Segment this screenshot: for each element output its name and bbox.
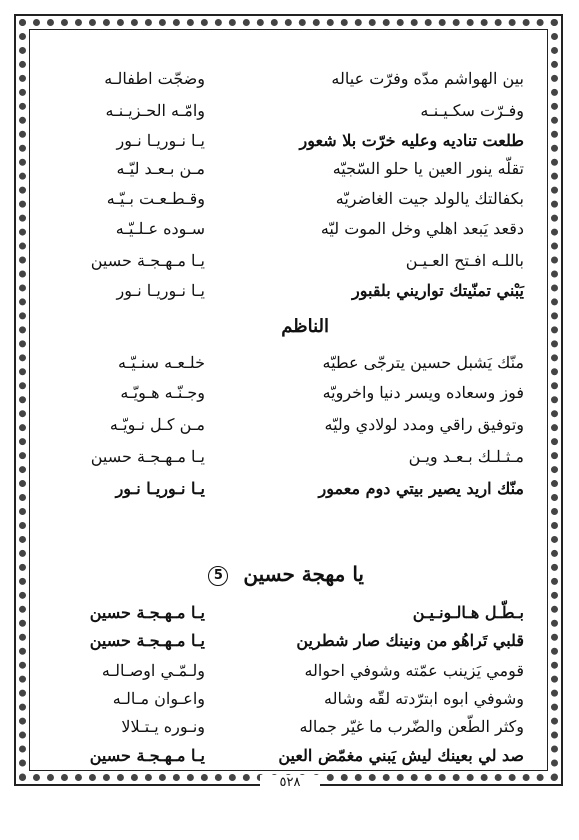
- verse-left: وضجّت اطفالـه: [104, 69, 205, 88]
- verse-right: بين الهواشم مدّه وفرّت عياله: [331, 69, 524, 88]
- verse-right: وشوفي ابوه ابترّدته لقّه وشاله: [324, 689, 524, 708]
- verse-right: وتوفيق راقي ومدد لولادي وليّه: [324, 415, 524, 434]
- verse-left: وامّـه الحـزيـنـه: [105, 101, 205, 120]
- verse-left: مـن بـعـد ليّـه: [116, 159, 205, 178]
- verse-left: يـا مـهـجـة حسين: [89, 631, 205, 650]
- poem-number-badge: 5: [208, 566, 228, 586]
- verse-left: يـا نـوريـا نـور: [116, 281, 205, 300]
- verse-left: ولـمّـي اوصـالـه: [101, 661, 205, 680]
- verse-left: وقـطـعـت بـيّـه: [106, 189, 205, 208]
- verse-right: يَبْني تمنّيتك تواريني بلقبور: [352, 281, 524, 300]
- verse-right: تقلّه ينور العين يا حلو السّجيّه: [332, 159, 524, 178]
- verse-right: وفـرّت سكـيـنـه: [420, 101, 524, 120]
- verse-left: يـا مـهـجـة حسين: [90, 447, 205, 466]
- verse-left: يـا مـهـجـة حسين: [89, 603, 205, 622]
- verse-left: سـوده عـلـيّـه: [115, 219, 205, 238]
- verse-right: وكثر الطّعن والضّرب ما غيّر جماله: [299, 717, 524, 736]
- verse-left: وجـنّـه هـويّـه: [120, 383, 205, 402]
- page-number: ٥٢٨: [260, 775, 320, 790]
- verse-right: طلعت تناديه وعليه خرّت بلا شعور: [299, 131, 524, 150]
- verse-left: يـا نـوريـا نـور: [116, 131, 205, 150]
- verse-left: ونـوره يـتـلالا: [121, 717, 205, 736]
- verse-right: مـثـلـك بـعـد ويـن: [408, 447, 524, 466]
- verse-right: منّك يَشبل حسين يترجّى عطيّه: [322, 353, 524, 372]
- verse-right: بكفالتك يالولد جيت الغاضريّه: [335, 189, 524, 208]
- section-heading: الناظم: [281, 316, 329, 337]
- verse-right: صد لي بعينك ليش يَبني مغمّض العين: [278, 746, 524, 765]
- verse-right: منّك اريد يصير بيتي دوم معمور: [318, 479, 524, 498]
- verse-left: مـن كـل نـويّـه: [109, 415, 205, 434]
- verse-left: واعـوان مـالـه: [112, 689, 205, 708]
- verse-right: قومي يَزينب عمّته وشوفي احواله: [304, 661, 524, 680]
- verse-right: دقعد يَبعد اهلي وخل الموت ليّه: [320, 219, 524, 238]
- verse-left: يـا مـهـجـة حسين: [89, 746, 205, 765]
- poem-title: [208, 562, 364, 586]
- poem-title-text: يا مهجة حسين: [243, 562, 364, 586]
- verse-left: خلـعـه سنـيّـه: [118, 353, 205, 372]
- verse-right: بـطّـل هـالـونـيـن: [412, 603, 524, 622]
- verse-right: باللـه افـتح العـيـن: [405, 251, 524, 270]
- verse-right: قلبي تَراهُو من ونينك صار شطرين: [296, 631, 524, 650]
- verse-left: يـا مـهـجـة حسين: [90, 251, 205, 270]
- verse-right: فوز وسعاده ويسر دنيا واخرويّه: [322, 383, 524, 402]
- verse-left: يـا نـوريـا نـور: [115, 479, 205, 498]
